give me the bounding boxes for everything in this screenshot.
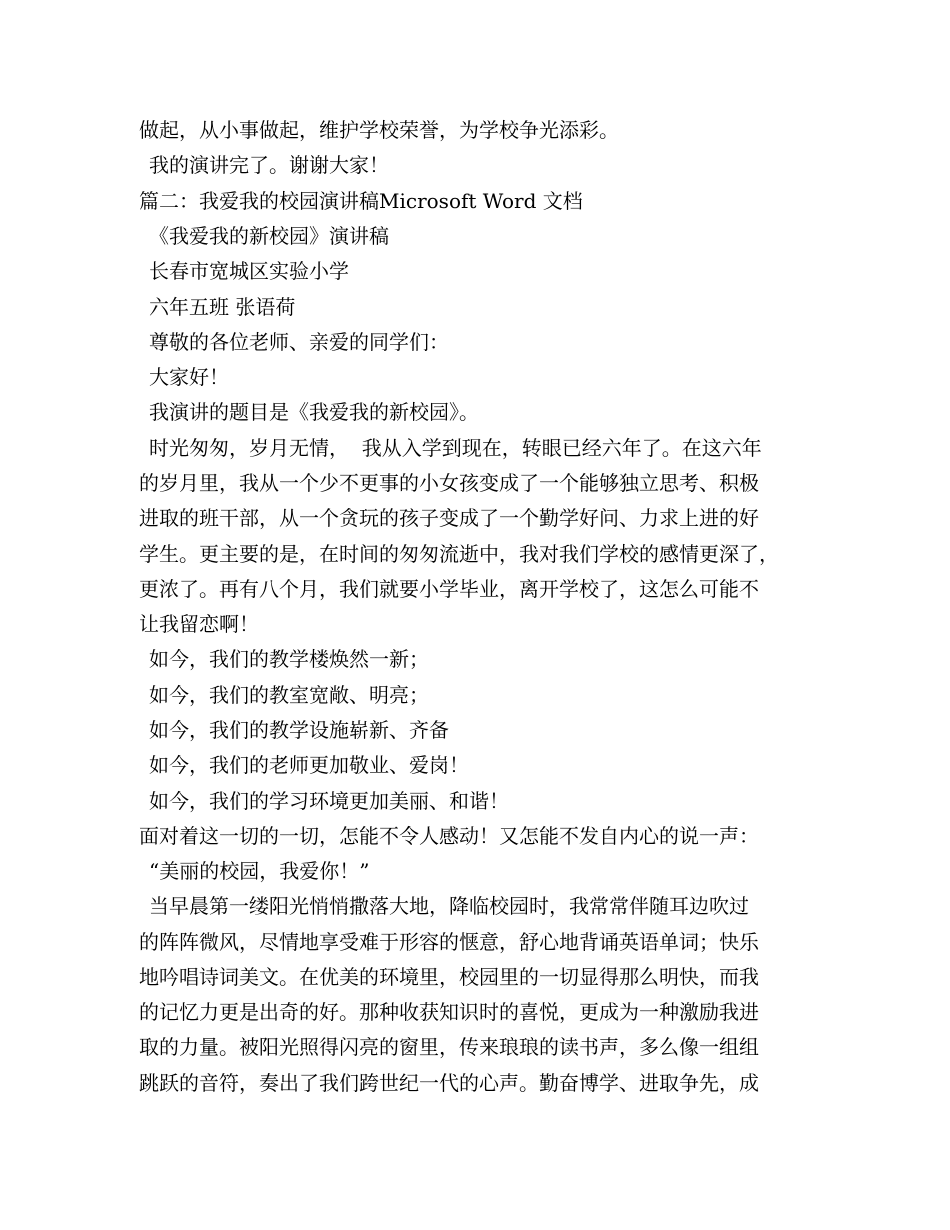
school-name: 长春市宽城区实验小学	[149, 259, 349, 283]
paragraph-line: 的记忆力更是出奇的好。那种收获知识时的喜悦，更成为一种激励我进	[139, 1000, 759, 1024]
paragraph-line: 学生。更主要的是，在时间的匆匆流逝中，我对我们学校的感情更深了，	[139, 542, 779, 566]
paragraph-line: 进取的班干部，从一个贪玩的孩子变成了一个勤学好问、力求上进的好	[139, 506, 759, 530]
paragraph-line: 取的力量。被阳光照得闪亮的窗里，传来琅琅的读书声，多么像一组组	[139, 1035, 759, 1059]
paragraph-line: 跳跃的音符，奏出了我们跨世纪一代的心声。勤奋博学、进取争先，成	[139, 1071, 759, 1095]
quote-line: “美丽的校园，我爱你！”	[149, 859, 370, 883]
section-heading: 篇二：我爱我的校园演讲稿Microsoft Word 文档	[139, 189, 583, 213]
text-line: 如今，我们的老师更加敬业、爱岗！	[149, 753, 469, 777]
paragraph-line: 的阵阵微风，尽情地享受难于形容的惬意，舒心地背诵英语单词；快乐	[139, 930, 759, 954]
author-line: 六年五班 张语荷	[149, 295, 296, 319]
paragraph-line: 当早晨第一缕阳光悄悄撒落大地，降临校园时，我常常伴随耳边吹过	[149, 894, 749, 918]
paragraph-line: 让我留恋啊！	[139, 612, 259, 636]
paragraph-line: 的岁月里，我从一个少不更事的小女孩变成了一个能够独立思考、积极	[139, 471, 759, 495]
text-line: 我的演讲完了。谢谢大家！	[149, 153, 389, 177]
speech-title: 《我爱我的新校园》演讲稿	[149, 224, 389, 248]
paragraph-line: 更浓了。再有八个月，我们就要小学毕业，离开学校了，这怎么可能不	[139, 577, 759, 601]
text-line: 如今，我们的学习环境更加美丽、和谐！	[149, 789, 509, 813]
paragraph-line: 地吟唱诗词美文。在优美的环境里，校园里的一切显得那么明快，而我	[139, 965, 759, 989]
greeting: 大家好！	[149, 365, 229, 389]
text-line: 面对着这一切的一切，怎能不令人感动！又怎能不发自内心的说一声：	[139, 824, 759, 848]
text-line: 如今，我们的教学设施崭新、齐备	[149, 718, 449, 742]
text-line: 做起，从小事做起，维护学校荣誉，为学校争光添彩。	[139, 118, 619, 142]
paragraph-line: 时光匆匆，岁月无情， 我从入学到现在，转眼已经六年了。在这六年	[149, 436, 762, 460]
text-line: 如今，我们的教室宽敞、明亮；	[149, 683, 429, 707]
salutation: 尊敬的各位老师、亲爱的同学们：	[149, 330, 449, 354]
text-line: 如今，我们的教学楼焕然一新；	[149, 647, 429, 671]
text-line: 我演讲的题目是《我爱我的新校园》。	[149, 400, 479, 424]
